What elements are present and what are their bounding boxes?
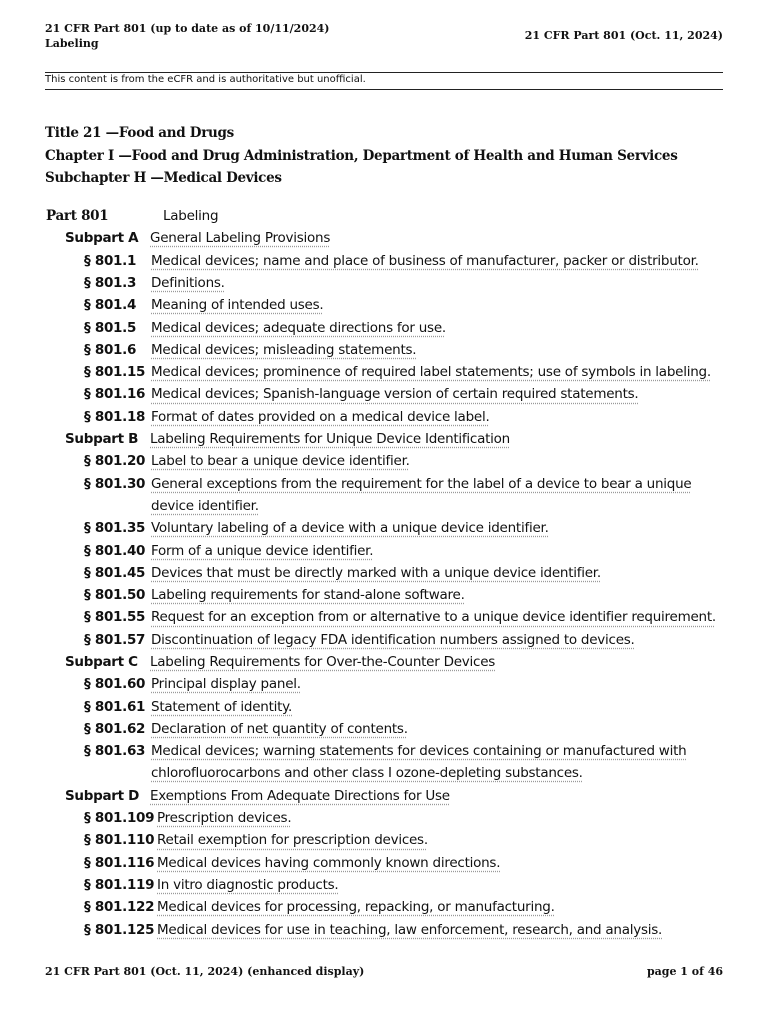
section-number: § 801.6 xyxy=(84,341,137,358)
subpart-label: Subpart C xyxy=(65,654,138,670)
subpart-link[interactable]: Exemptions From Adequate Directions for Use xyxy=(150,787,450,804)
subchapter-heading: Subchapter H —Medical Devices xyxy=(45,170,282,186)
section-link[interactable]: Labeling requirements for stand-alone software. xyxy=(151,587,465,604)
section-link[interactable]: Form of a unique device identifier. xyxy=(151,542,374,559)
authority-notice: This content is from the eCFR and is authoritative but unofficial. xyxy=(45,74,366,85)
section-link[interactable]: Medical devices; name and place of business of manufacturer, packer or distributor. xyxy=(151,252,699,269)
section-link[interactable]: Medical devices for processing, repacking, or manufacturing. xyxy=(157,899,555,916)
section-link[interactable]: Statement of identity. xyxy=(151,698,293,715)
header-rule-top xyxy=(45,72,723,73)
section-link[interactable]: Medical devices; prominence of required label statements; use of symbols in labeling. xyxy=(151,364,711,381)
section-link[interactable]: Medical devices; misleading statements. xyxy=(151,341,417,358)
section-number: § 801.15 xyxy=(84,364,146,381)
section-link[interactable]: Medical devices; Spanish-language version of certain required statements. xyxy=(151,386,639,403)
subpart-label: Subpart B xyxy=(65,431,139,447)
section-link[interactable]: Format of dates provided on a medical device label. xyxy=(151,408,490,425)
section-link[interactable]: General exceptions from the requirement for the label of a device to bear a unique device identifier. xyxy=(151,475,692,514)
section-link[interactable]: In vitro diagnostic products. xyxy=(157,877,339,893)
subpart-link[interactable]: Labeling Requirements for Over-the-Counter Devices xyxy=(150,654,496,670)
header-doc-ref: 21 CFR Part 801 (up to date as of 10/11/2024) xyxy=(45,22,330,35)
section-link[interactable]: Devices that must be directly marked with a unique device identifier. xyxy=(151,564,601,581)
section-number: § 801.122 xyxy=(84,899,155,916)
header-rule-bottom xyxy=(45,89,723,90)
section-number: § 801.3 xyxy=(84,274,137,291)
section-number: § 801.62 xyxy=(84,720,146,737)
section-link[interactable]: Voluntary labeling of a device with a unique device identifier. xyxy=(151,520,549,537)
section-number: § 801.20 xyxy=(84,453,146,470)
section-number: § 801.4 xyxy=(84,297,137,314)
section-number: § 801.60 xyxy=(84,676,146,693)
subpart-label: Subpart D xyxy=(65,787,140,804)
section-link[interactable]: Prescription devices. xyxy=(157,810,292,827)
section-link[interactable]: Retail exemption for prescription devices. xyxy=(157,832,428,849)
section-link[interactable]: Label to bear a unique device identifier. xyxy=(151,453,410,470)
section-number: § 801.109 xyxy=(84,810,155,827)
section-number: § 801.1 xyxy=(84,252,137,269)
subpart-label: Subpart A xyxy=(65,230,139,247)
section-number: § 801.50 xyxy=(84,587,146,604)
section-number: § 801.110 xyxy=(84,832,155,849)
section-link[interactable]: Discontinuation of legacy FDA identification numbers assigned to devices. xyxy=(151,631,635,648)
section-link[interactable]: Medical devices for use in teaching, law enforcement, research, and analysis. xyxy=(157,921,663,938)
page-header-left xyxy=(45,21,330,51)
header-doc-topic: Labeling xyxy=(45,37,99,50)
section-number: § 801.35 xyxy=(84,520,146,537)
section-link[interactable]: Medical devices; adequate directions for use. xyxy=(151,319,446,336)
section-link[interactable]: Request for an exception from or alternative to a unique device identifier requirement. xyxy=(151,609,716,626)
footer-doc-ref: 21 CFR Part 801 (Oct. 11, 2024) (enhanced display) xyxy=(45,965,365,978)
section-link[interactable]: Definitions. xyxy=(151,274,225,291)
title-heading: Title 21 —Food and Drugs xyxy=(45,125,234,141)
section-number: § 801.16 xyxy=(84,386,146,403)
section-number: § 801.63 xyxy=(84,743,146,760)
hierarchy-headings xyxy=(45,122,678,190)
section-number: § 801.119 xyxy=(84,877,155,893)
section-link[interactable]: Meaning of intended uses. xyxy=(151,297,324,314)
section-number: § 801.61 xyxy=(84,698,146,715)
header-doc-date-ref: 21 CFR Part 801 (Oct. 11, 2024) xyxy=(524,29,723,42)
section-number: § 801.30 xyxy=(84,475,146,492)
section-link[interactable]: Principal display panel. xyxy=(151,676,301,693)
section-link[interactable]: Medical devices having commonly known directions. xyxy=(157,854,501,871)
section-number: § 801.55 xyxy=(84,609,146,626)
section-number: § 801.125 xyxy=(84,921,155,938)
section-number: § 801.116 xyxy=(84,854,155,871)
section-number: § 801.40 xyxy=(84,542,146,559)
part-name: Labeling xyxy=(163,208,219,224)
section-number: § 801.18 xyxy=(84,408,146,425)
part-label: Part 801 xyxy=(46,208,109,224)
footer-page-number: page 1 of 46 xyxy=(646,965,723,978)
subpart-link[interactable]: General Labeling Provisions xyxy=(150,230,331,247)
section-link[interactable]: Medical devices; warning statements for devices containing or manufactured with chlorofluorocarbons and other class I ozone-depleting substances. xyxy=(151,743,687,782)
subpart-link[interactable]: Labeling Requirements for Unique Device Identification xyxy=(150,431,510,447)
chapter-heading: Chapter I —Food and Drug Administration, Department of Health and Human Services xyxy=(45,147,678,164)
section-number: § 801.5 xyxy=(84,319,137,336)
section-number: § 801.57 xyxy=(84,631,146,648)
section-number: § 801.45 xyxy=(84,564,146,581)
section-link[interactable]: Declaration of net quantity of contents. xyxy=(151,720,408,737)
